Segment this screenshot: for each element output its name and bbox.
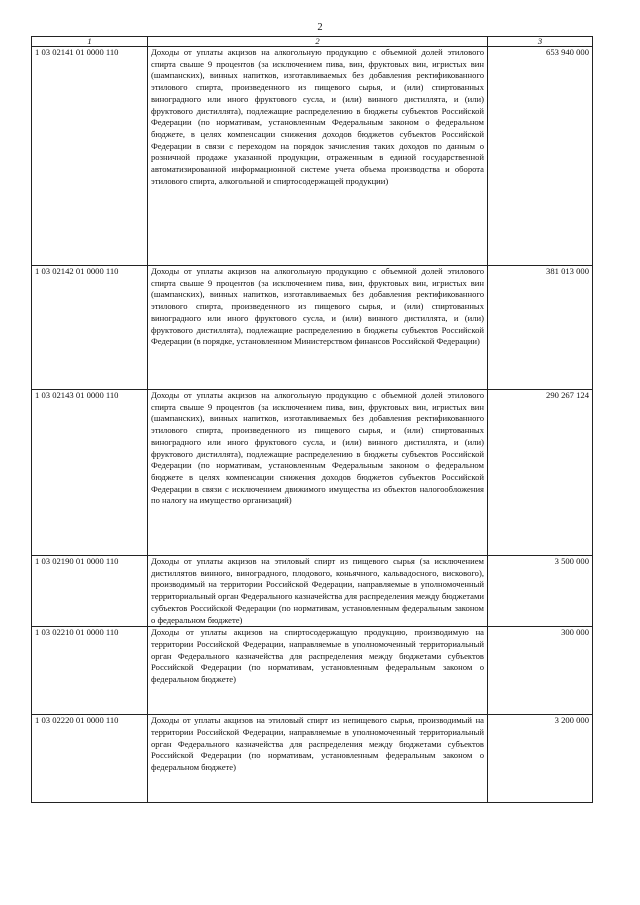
row-code: 1 03 02142 01 0000 110 bbox=[32, 266, 148, 390]
row-code: 1 03 02141 01 0000 110 bbox=[32, 47, 148, 266]
table-header-row bbox=[32, 37, 593, 47]
row-description: Доходы от уплаты акцизов на этиловый спирт из непищевого сырья, производимый на территории Российской Федерации, направляемые в уполномоченный территориальный орган Федерального казначейства для распределения между бюджетами субъектов Российской Федерации (по нормативам, установленным федеральным законом о федеральном бюджете) bbox=[148, 715, 488, 803]
row-code: 1 03 02143 01 0000 110 bbox=[32, 390, 148, 556]
page-number: 2 bbox=[317, 22, 323, 33]
row-amount: 290 267 124 bbox=[488, 390, 593, 556]
row-code: 1 03 02210 01 0000 110 bbox=[32, 627, 148, 715]
column-header-amount: 3 bbox=[488, 37, 593, 47]
row-description: Доходы от уплаты акцизов на алкогольную продукцию с объемной долей этилового спирта свыше 9 процентов (за исключением пива, вин, фруктовых вин, игристых вин (шампанских), винных напитков, изготавливаемых без добавления ректификованного этилового спирта, произведенного из пищевого сырья, и (или) спиртованных виноградного или иного фруктового сусла, и (или) винного дистиллята, и (или) фруктового дистиллята), подлежащие распределению в бюджеты субъектов Российской Федерации (в порядке, установленном Министерством финансов Российской Федерации) bbox=[148, 266, 488, 390]
row-amount: 3 500 000 bbox=[488, 556, 593, 627]
table-row bbox=[32, 556, 593, 627]
row-amount: 3 200 000 bbox=[488, 715, 593, 803]
column-header-code: 1 bbox=[32, 37, 148, 47]
revenue-table bbox=[31, 36, 593, 803]
row-amount: 381 013 000 bbox=[488, 266, 593, 390]
row-amount: 653 940 000 bbox=[488, 47, 593, 266]
row-code: 1 03 02220 01 0000 110 bbox=[32, 715, 148, 803]
table-row bbox=[32, 715, 593, 803]
table-row bbox=[32, 627, 593, 715]
row-description: Доходы от уплаты акцизов на алкогольную продукцию с объемной долей этилового спирта свыше 9 процентов (за исключением пива, вин, фруктовых вин, игристых вин (шампанских), винных напитков, изготавливаемых без добавления ректификованного этилового спирта, произведенного из пищевого сырья, и (или) спиртованных виноградного или иного фруктового сусла, и (или) винного дистиллята, и (или) фруктового дистиллята), подлежащие распределению в бюджеты субъектов Российской Федерации (по нормативам, установленным Федеральным законом о федеральном бюджете, в целях компенсации снижения доходов бюджетов субъектов Российской Федерации в связи с переходом на порядок зачисления таких доходов по данным о розничной продаже указанной продукции, отраженным в единой государственной автоматизированной информационной системе учета объема производства и оборота этилового спирта, алкогольной и спиртосодержащей продукции) bbox=[148, 47, 488, 266]
row-amount: 300 000 bbox=[488, 627, 593, 715]
row-description: Доходы от уплаты акцизов на этиловый спирт из пищевого сырья (за исключением дистиллятов винного, виноградного, плодового, коньячного, кальвадосного, вискового), производимый на территории Российской Федерации, направляемые в уполномоченный территориальный орган Федерального казначейства для распределения между бюджетами субъектов Российской Федерации (по нормативам, установленным федеральным законом о федеральном бюджете) bbox=[148, 556, 488, 627]
row-code: 1 03 02190 01 0000 110 bbox=[32, 556, 148, 627]
column-header-description: 2 bbox=[148, 37, 488, 47]
row-description: Доходы от уплаты акцизов на спиртосодержащую продукцию, производимую на территории Российской Федерации, направляемые в уполномоченный территориальный орган Федерального казначейства для распределения между бюджетами субъектов Российской Федерации (по нормативам, установленным федеральным законом о федеральном бюджете) bbox=[148, 627, 488, 715]
table-row bbox=[32, 47, 593, 266]
table-row bbox=[32, 390, 593, 556]
row-description: Доходы от уплаты акцизов на алкогольную продукцию с объемной долей этилового спирта свыше 9 процентов (за исключением пива, вин, фруктовых вин, игристых вин (шампанских), винных напитков, изготавливаемых без добавления ректификованного этилового спирта, произведенного из пищевого сырья, и (или) спиртованных виноградного или иного фруктового сусла, и (или) винного дистиллята, и (или) фруктового дистиллята), подлежащие распределению в бюджеты субъектов Российской Федерации (по нормативам, установленным Федеральным законом о федеральном бюджете в целях компенсации снижения доходов бюджетов субъектов Российской Федерации в связи с исключением движимого имущества из объектов налогообложения по налогу на имущество организаций) bbox=[148, 390, 488, 556]
table-row bbox=[32, 266, 593, 390]
